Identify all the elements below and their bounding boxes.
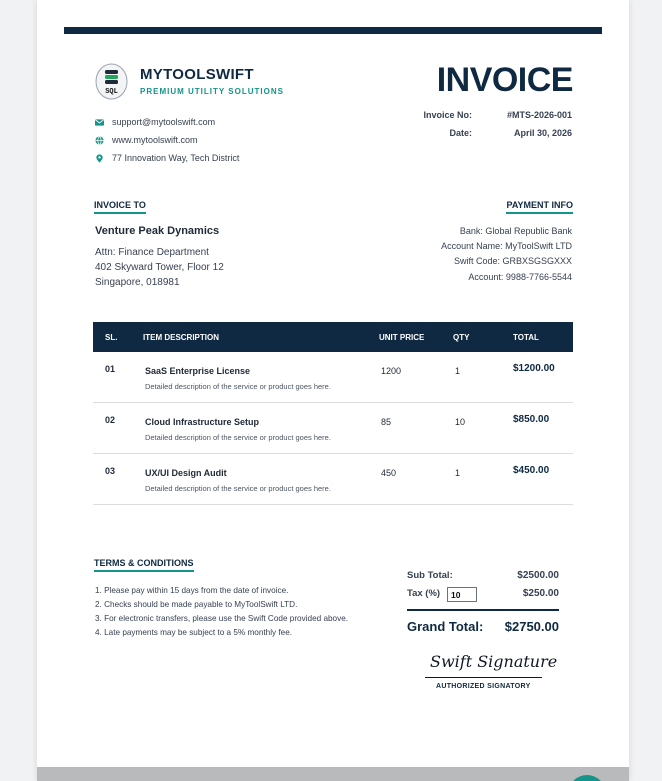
item-description: Detailed description of the service or product goes here. (145, 433, 331, 442)
payment-account-number: Account: 9988-7766-5544 (468, 272, 572, 282)
invoice-to-heading: INVOICE TO (94, 200, 146, 214)
envelope-icon (95, 118, 104, 127)
signature-script: Swift Signature (430, 652, 558, 671)
row-sl: 03 (105, 466, 116, 476)
client-company: Venture Peak Dynamics (95, 225, 220, 237)
invoice-date: April 30, 2026 (513, 128, 572, 138)
grand-total-divider (407, 609, 559, 611)
invoice-number-label: Invoice No: (423, 110, 472, 120)
grand-total-value: $2750.00 (504, 619, 559, 634)
contact-email (95, 117, 215, 127)
col-description: ITEM DESCRIPTION (143, 333, 220, 342)
subtotal-label: Sub Total: (407, 570, 453, 581)
website-text: www.mytoolswift.com (112, 135, 198, 145)
terms-list (95, 584, 357, 640)
item-description: Detailed description of the service or product goes here. (145, 484, 331, 493)
subtotal-value: $2500.00 (517, 570, 559, 581)
invoice-paper (37, 0, 629, 781)
table-row (93, 403, 573, 454)
grand-total-label: Grand Total: (407, 619, 484, 634)
logo-text: SQL (105, 88, 118, 96)
tax-rate-input[interactable] (447, 587, 477, 602)
payment-account-name: Account Name: MyToolSwift LTD (441, 241, 572, 251)
globe-icon (95, 136, 104, 145)
col-sl: SL. (105, 333, 118, 342)
tax-value: $250.00 (522, 588, 559, 599)
payment-info-heading: PAYMENT INFO (506, 200, 573, 214)
client-attn: Attn: Finance Department (95, 247, 209, 258)
client-address-line2: Singapore, 018981 (95, 277, 180, 288)
item-qty: 1 (455, 366, 461, 376)
client-address-line1: 402 Skyward Tower, Floor 12 (95, 262, 224, 273)
brand-name: MYTOOLSWIFT (140, 66, 254, 83)
item-unit-price: 1200 (381, 366, 402, 376)
email-text: support@mytoolswift.com (112, 117, 216, 127)
invoice-title: INVOICE (436, 61, 573, 99)
terms-heading: TERMS & CONDITIONS (94, 558, 194, 572)
item-description: Detailed description of the service or product goes here. (145, 382, 331, 391)
col-total: TOTAL (513, 333, 539, 342)
terms-item: 4. Late payments may be subject to a 5% monthly fee. (95, 628, 293, 637)
item-unit-price: 450 (381, 468, 397, 478)
item-name: UX/UI Design Audit (145, 468, 227, 478)
row-sl: 01 (105, 364, 116, 374)
signature-label: AUTHORIZED SIGNATORY (436, 683, 531, 690)
item-total: $450.00 (513, 465, 550, 476)
items-table-header (93, 322, 573, 352)
payment-swift-code: Swift Code: GRBXSGSGXXX (453, 256, 572, 266)
table-row (93, 352, 573, 403)
invoice-date-label: Date: (449, 128, 472, 138)
item-total: $1200.00 (513, 363, 555, 374)
terms-item: 1. Please pay within 15 days from the date of invoice. (95, 586, 289, 595)
brand-tagline: PREMIUM UTILITY SOLUTIONS (140, 87, 284, 96)
footer-bar (37, 767, 629, 781)
top-accent-bar (64, 27, 602, 34)
col-qty: QTY (453, 333, 470, 342)
map-pin-icon (95, 154, 104, 163)
terms-item: 3. For electronic transfers, please use the Swift Code provided above. (95, 614, 349, 623)
row-sl: 02 (105, 415, 116, 425)
table-row (93, 454, 573, 505)
item-qty: 1 (455, 468, 461, 478)
address-text: 77 Innovation Way, Tech District (112, 153, 240, 163)
payment-bank: Bank: Global Republic Bank (459, 226, 572, 236)
signature-line (425, 677, 542, 678)
col-unit-price: UNIT PRICE (379, 333, 425, 342)
item-total: $850.00 (513, 414, 550, 425)
item-name: Cloud Infrastructure Setup (145, 417, 260, 427)
contact-website (95, 135, 198, 145)
contact-address (95, 153, 239, 163)
terms-item: 2. Checks should be made payable to MyToolSwift LTD. (95, 600, 298, 609)
item-name: SaaS Enterprise License (145, 366, 251, 376)
item-unit-price: 85 (381, 417, 392, 427)
tax-label: Tax (%) (407, 588, 441, 599)
sql-database-logo-icon (95, 63, 128, 100)
invoice-number: #MTS-2026-001 (506, 110, 572, 120)
item-qty: 10 (455, 417, 466, 427)
